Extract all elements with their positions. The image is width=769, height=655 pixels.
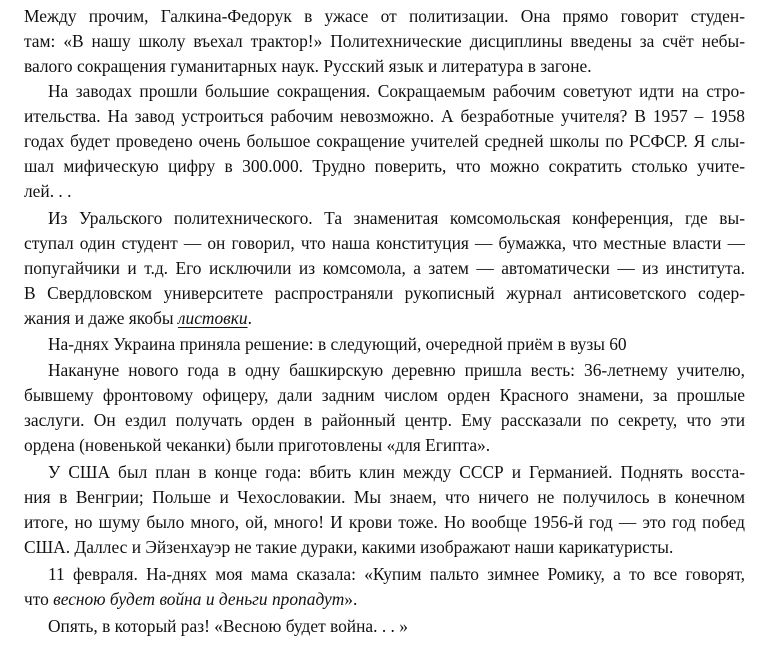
text-line	[24, 306, 745, 331]
text-line: итоге, но шуму было много, ой, много! И крови тоже. Но вообще 1956-й год — это год побед	[24, 512, 745, 532]
text-fragment: ».	[344, 589, 358, 609]
text-line: ния в Венгрии; Польше и Чехословакии. Мы знаем, что ничего не получилось в конечном	[24, 487, 745, 507]
text-line: Между прочим, Галкина-Федорук в ужасе от политизации. Она прямо говорит студен-	[24, 6, 745, 26]
text-line: Накануне нового года в одну башкирскую деревню пришла весть: 36-летнему учителю,	[48, 360, 745, 380]
text-line: Из Уральского политехнического. Та знаменитая комсомольская конференция, где вы-	[48, 208, 745, 228]
text-line: ступал один студент — он говорил, что наша конституция — бумажка, что местные власти —	[24, 233, 745, 253]
text-line: На-днях Украина приняла решение: в следующий, очередной приём в вузы 60	[48, 334, 627, 354]
italic-quote: весною будет война и деньги пропадут	[53, 589, 345, 609]
text-fragment: .	[247, 308, 252, 328]
leaflets-link[interactable]: листовки	[177, 308, 248, 328]
text-line: бывшему фронтовому офицеру, дали задним числом орден Красного знамени, за прошлые	[24, 385, 745, 405]
text-line: ительства. На завод устроиться рабочим невозможно. А безработные учителя? В 1957 – 1958	[24, 106, 745, 126]
text-line: там: «В нашу школу въехал трактор!» Политехнические дисциплины введены за счёт небы-	[24, 31, 745, 51]
text-line: В Свердловском университете распространяли рукописный журнал антисоветского содер-	[24, 283, 745, 303]
text-line: валого сокращения гуманитарных наук. Русский язык и литература в загоне.	[24, 56, 592, 76]
text-line: США. Даллес и Эйзенхауэр не такие дураки, какими изображают наши карикатуристы.	[24, 537, 674, 557]
text-line: Опять, в который раз! «Весною будет война. . . »	[48, 616, 408, 636]
text-line: 11 февраля. На-днях моя мама сказала: «Купим пальто зимнее Ромику, а то все говорят,	[48, 564, 745, 584]
text-fragment: жания и даже якобы	[24, 308, 178, 328]
text-line: годах будет проведено очень большое сокращение учителей средней школы по РСФСР. Я слы-	[24, 131, 745, 151]
text-line: На заводах прошли большие сокращения. Сокращаемым рабочим советуют идти на стро-	[48, 81, 745, 101]
text-fragment: что	[24, 589, 54, 609]
text-line: попугайчики и т.д. Его исключили из комсомола, а затем — автоматически — из института.	[24, 258, 745, 278]
text-line: заслуги. Он ездил получать орден в районный центр. Ему рассказали по секрету, что эти	[24, 410, 745, 430]
text-line: шал мифическую цифру в 300.000. Трудно поверить, что можно сократить столько учите-	[24, 156, 745, 176]
text-line	[24, 587, 745, 612]
text-line: лей. . .	[24, 181, 72, 201]
text-line: ордена (новенькой чеканки) были приготовлены «для Египта».	[24, 435, 491, 455]
text-line: У США был план в конце года: вбить клин между СССР и Германией. Поднять восста-	[48, 462, 745, 482]
